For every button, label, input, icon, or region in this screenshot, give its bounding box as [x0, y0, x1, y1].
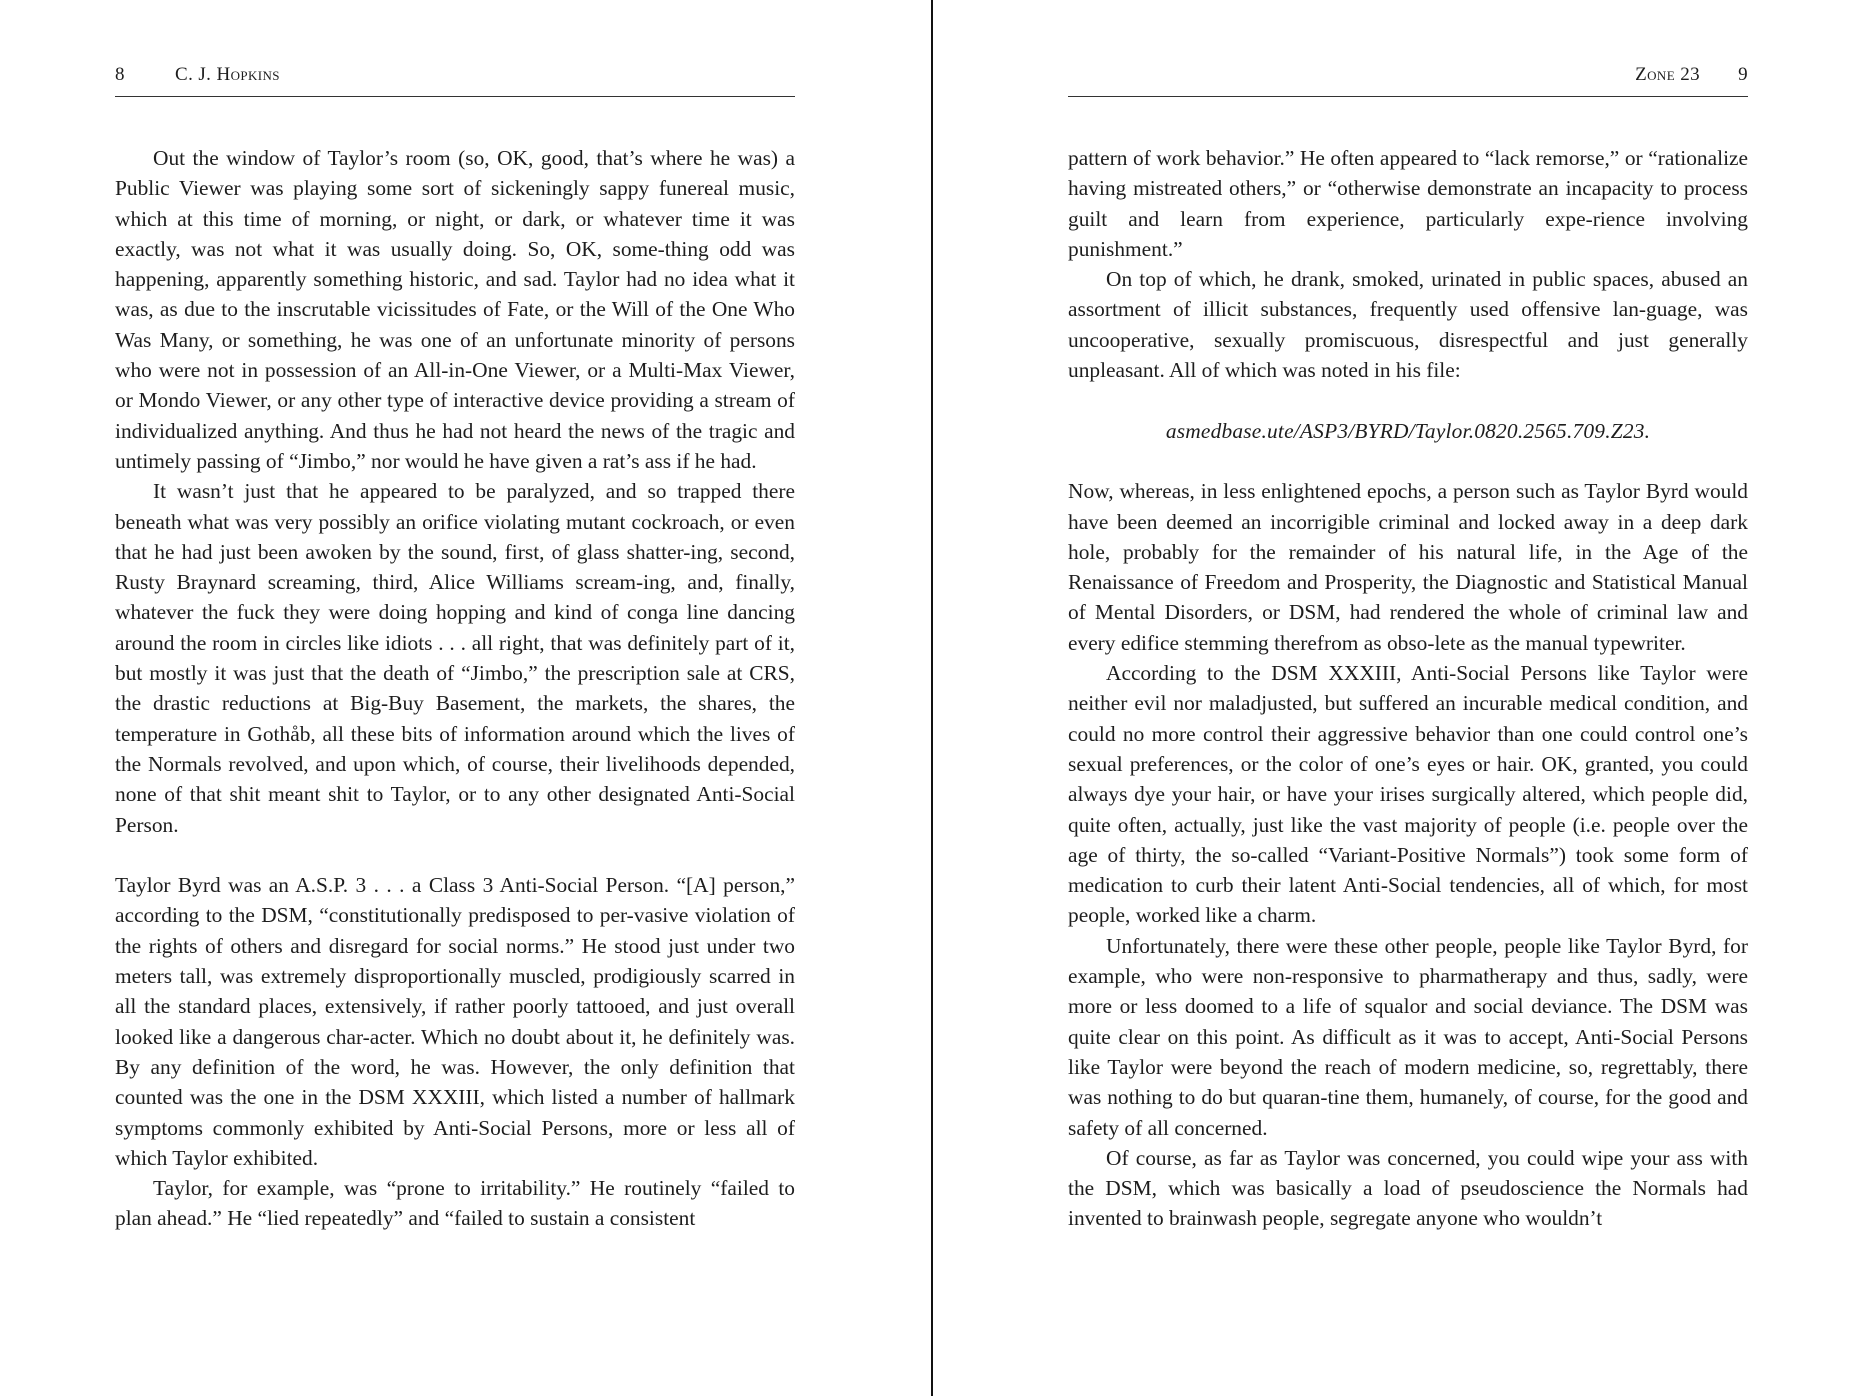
paragraph: Out the window of Taylor’s room (so, OK, good, that’s where he was) a Public Viewer was playing some sort of sickeningly sappy funereal music, which at this time of morning, or night, or dark, or whatever time it was exactly, was not what it was usually doing. So, OK, some-thing odd was happening, apparently something historic, and sad. Taylor had no idea what it was, as due to the inscrutable vicissitudes of Fate, or the Will of the One Who Was Many, or something, he was one of an unfortunate minority of persons who were not in possession of an All-in-One Viewer, or a Multi-Max Viewer, or Mondo Viewer, or any other type of interactive device providing a stream of individualized anything. And thus he had not heard the news of the tragic and untimely passing of “Jimbo,” nor would he have given a rat’s ass if he had.: [115, 146, 795, 473]
paragraph: Unfortunately, there were these other people, people like Taylor Byrd, for example, who were non-responsive to pharmatherapy and thus, sadly, were more or less doomed to a life of squalor and social deviance. The DSM was quite clear on this point. As difficult as it was to accept, Anti-Social Persons like Taylor were beyond the reach of modern medicine, so, regrettably, there was nothing to do but quaran-tine them, humanely, of course, for the good and safety of all concerned.: [1068, 933, 1748, 1140]
author-name: C. J. Hopkins: [175, 64, 280, 85]
right-page: [1068, 0, 1748, 1396]
body-text: [115, 143, 795, 1234]
gutter-divider: [931, 0, 933, 1396]
book-title: Zone 23: [1635, 64, 1700, 85]
body-text: [1068, 143, 1748, 1234]
running-head: [1068, 62, 1748, 97]
paragraph: On top of which, he drank, smoked, urinated in public spaces, abused an assortment of illicit substances, frequently used offensive lan-guage, was uncooperative, sexually promiscuous, disrespectful and just generally unpleasant. All of which was noted in his file:: [1068, 267, 1748, 383]
paragraph: According to the DSM XXXIII, Anti-Social Persons like Taylor were neither evil nor maladjusted, but suffered an incurable medical condition, and could no more control their aggressive behavior than one could control one’s sexual preferences, or the color of one’s eyes or hair. OK, granted, you could always dye your hair, or have your irises surgically altered, which people did, quite often, actually, just like the vast majority of people (i.e. people over the age of thirty, the so-called “Variant-Positive Normals”) took some form of medication to curb their latent Anti-Social tendencies, all of which, for most people, worked like a charm.: [1068, 661, 1748, 928]
paragraph: It wasn’t just that he appeared to be paralyzed, and so trapped there beneath what was very possibly an orifice violating mutant cockroach, or even that he had just been awoken by the sound, first, of glass shatter-ing, second, Rusty Braynard screaming, third, Alice Williams scream-ing, and, finally, whatever the fuck they were doing hopping and kind of conga line dancing around the room in circles like idiots . . . all right, that was definitely part of it, but mostly it was just that the death of “Jimbo,” the prescription sale at CRS, the drastic reductions at Big-Buy Basement, the markets, the shares, the temperature in Gothåb, all these bits of information around which the lives of the Normals revolved, and upon which, of course, their livelihoods depended, none of that shit meant shit to Taylor, or to any other designated Anti-Social Person.: [115, 479, 795, 837]
running-head: [115, 62, 795, 97]
page-number: 9: [1738, 64, 1748, 85]
paragraph: Now, whereas, in less enlightened epochs, a person such as Taylor Byrd would have been deemed an incorrigible criminal and locked away in a deep dark hole, probably for the remainder of his natural life, in the Age of the Renaissance of Freedom and Prosperity, the Diagnostic and Statistical Manual of Mental Disorders, or DSM, had rendered the whole of criminal law and every edifice stemming therefrom as obso-lete as the manual typewriter.: [1068, 479, 1748, 655]
paragraph: Taylor Byrd was an A.S.P. 3 . . . a Class 3 Anti-Social Person. “[A] person,” according to the DSM, “constitutionally predisposed to per-vasive violation of the rights of others and disregard for social norms.” He stood just under two meters tall, was extremely disproportionally muscled, prodigiously scarred in all the standard places, extensively, if rather poorly tattooed, and just overall looked like a dangerous char-acter. Which no doubt about it, he definitely was. By any definition of the word, he was. However, the only definition that counted was the one in the DSM XXXIII, which listed a number of hallmark symptoms commonly exhibited by Anti-Social Persons, more or less all of which Taylor exhibited.: [115, 873, 795, 1170]
paragraph: Of course, as far as Taylor was concerned, you could wipe your ass with the DSM, which was basically a load of pseudoscience the Normals had invented to brainwash people, segregate anyone who wouldn’t: [1068, 1145, 1748, 1231]
paragraph: Taylor, for example, was “prone to irritability.” He routinely “failed to plan ahead.” He “lied repeatedly” and “failed to sustain a consistent: [115, 1176, 795, 1231]
page-number: 8: [115, 64, 125, 85]
paragraph: pattern of work behavior.” He often appeared to “lack remorse,” or “rationalize having mistreated others,” or “otherwise demonstrate an incapacity to process guilt and learn from experience, particularly expe-rience involving punishment.”: [1068, 146, 1748, 261]
left-page: [115, 0, 795, 1396]
file-path: asmedbase.ute/ASP3/BYRD/Taylor.0820.2565.709.Z23.: [1165, 418, 1651, 443]
